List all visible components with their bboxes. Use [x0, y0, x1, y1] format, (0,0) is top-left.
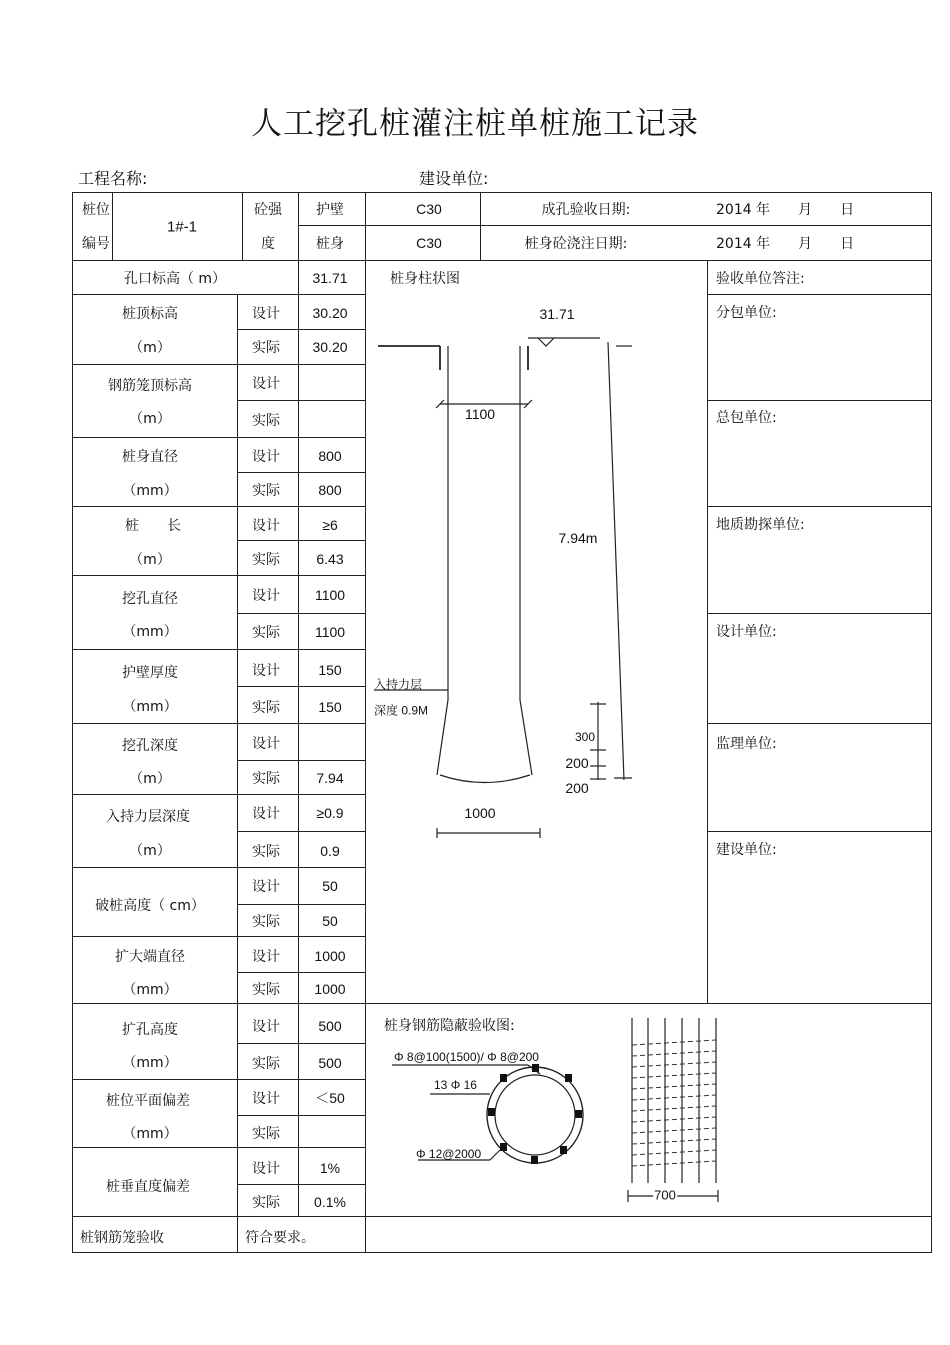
actual-label: 实际	[252, 914, 280, 930]
hole-diameter-label: 挖孔直径	[122, 591, 178, 607]
hole-depth-label: 挖孔深度	[122, 738, 178, 754]
actual-label: 实际	[252, 340, 280, 356]
pile-length-label: 桩 长	[125, 518, 181, 534]
bell-diameter-unit: （mm）	[122, 982, 178, 998]
diagram-base-diameter: 1000	[464, 805, 496, 821]
design-label: 设计	[252, 588, 280, 604]
pile-break-height-design: 50	[322, 878, 338, 894]
pile-diameter-actual: 800	[318, 482, 342, 498]
pour-date-label: 桩身砼浇注日期:	[524, 236, 628, 252]
pile-column-diagram-title: 桩身柱状图	[390, 271, 460, 287]
verticality-design: 1%	[319, 1160, 341, 1176]
pile-length-actual: 6.43	[316, 551, 344, 567]
rebar-main-count: 13	[434, 1078, 448, 1092]
hole-depth-unit: （m）	[129, 771, 171, 787]
plan-deviation-unit: （mm）	[122, 1126, 178, 1142]
rebar-main-diameter: 16	[463, 1078, 477, 1092]
diagram-hole-width: 1100	[464, 406, 496, 422]
plan-deviation-design: ＜50	[315, 1090, 345, 1106]
rebar-stirrup-spec	[394, 1050, 539, 1064]
rebar-grade-icon: Φ	[487, 1050, 497, 1064]
actual-label: 实际	[252, 1195, 280, 1211]
geological-survey-label: 地质勘探单位:	[716, 517, 805, 533]
pile-top-unit: （m）	[129, 340, 171, 356]
wall-thickness-actual: 150	[318, 699, 342, 715]
hole-diameter-actual: 1100	[314, 624, 346, 640]
verticality-actual: 0.1%	[314, 1194, 346, 1210]
hole-acceptance-date-label: 成孔验收日期:	[541, 202, 631, 218]
bearing-depth-label: 入持力层深度	[106, 809, 190, 825]
actual-label: 实际	[252, 982, 280, 998]
diagram-elevation: 31.71	[539, 306, 575, 322]
pile-diameter-unit: （mm）	[122, 483, 178, 499]
cage-check-result: 符合要求。	[245, 1230, 315, 1246]
pile-top-label: 桩顶标高	[122, 306, 178, 322]
top-elevation-value: 31.71	[312, 270, 348, 286]
pile-length-design: ≥6	[322, 517, 338, 533]
diagram-pile-length: 7.94m	[558, 530, 598, 546]
rebar-stirrup-spacing-2: 8@200	[500, 1050, 539, 1064]
supervision-unit-label: 监理单位:	[716, 736, 777, 752]
rebar-grade-icon: Φ	[416, 1147, 426, 1161]
body-grade-value: C30	[416, 235, 442, 251]
pile-diameter-label: 桩身直径	[122, 449, 178, 465]
pile-top-design: 30.20	[312, 305, 348, 321]
design-label: 设计	[252, 376, 280, 392]
rebar-grade-icon: Φ	[450, 1078, 461, 1092]
actual-label: 实际	[252, 625, 280, 641]
diagram-bearing-depth: 深度 0.9M	[374, 703, 429, 718]
page-title: 人工挖孔桩灌注桩单桩施工记录	[251, 106, 699, 142]
pile-break-height-label: 破桩高度（ cm）	[95, 898, 205, 914]
bearing-depth-design: ≥0.9	[316, 805, 344, 821]
wall-thickness-unit: （mm）	[122, 699, 178, 715]
rebar-ring-spacing: 12@2000	[428, 1147, 482, 1161]
subcontractor-label: 分包单位:	[716, 305, 777, 321]
project-name-label: 工程名称:	[78, 169, 148, 188]
bell-diameter-label: 扩大端直径	[115, 949, 185, 965]
bearing-depth-unit: （m）	[129, 843, 171, 859]
bell-height-actual: 500	[318, 1055, 342, 1071]
design-label: 设计	[252, 518, 280, 534]
rebar-cage-width: 700	[654, 1187, 676, 1203]
hole-depth-actual: 7.94	[316, 770, 344, 786]
hole-acceptance-date: 2014 年 月 日	[716, 202, 855, 218]
design-label: 设计	[252, 879, 280, 895]
actual-label: 实际	[252, 483, 280, 499]
cage-top-label: 钢筋笼顶标高	[108, 378, 192, 394]
design-label: 设计	[252, 1091, 280, 1107]
actual-label: 实际	[252, 1126, 280, 1142]
design-label: 设计	[252, 1161, 280, 1177]
concrete-grade-label-2: 度	[261, 236, 275, 252]
actual-label: 实际	[252, 552, 280, 568]
pile-top-actual: 30.20	[312, 339, 348, 355]
bell-height-design: 500	[318, 1018, 342, 1034]
design-label: 设计	[252, 449, 280, 465]
general-contractor-label: 总包单位:	[716, 410, 777, 426]
top-elevation-label: 孔口标高（ m）	[123, 271, 227, 287]
actual-label: 实际	[252, 1056, 280, 1072]
bell-diameter-design: 1000	[314, 948, 346, 964]
rebar-diagram-title: 桩身钢筋隐蔽验收图:	[384, 1018, 515, 1034]
rebar-grade-icon: Φ	[394, 1050, 404, 1064]
bearing-depth-actual: 0.9	[320, 843, 340, 859]
diagram-dim-200-b: 200	[565, 780, 589, 796]
pile-diameter-design: 800	[318, 448, 342, 464]
actual-label: 实际	[252, 700, 280, 716]
wall-label: 护壁	[316, 202, 344, 218]
rebar-stirrup-spacing: 8@100(1500)/	[406, 1050, 484, 1064]
pile-position-label: 桩位	[82, 202, 110, 218]
wall-thickness-design: 150	[318, 662, 342, 678]
wall-grade-value: C30	[416, 201, 442, 217]
design-label: 设计	[252, 663, 280, 679]
concrete-grade-label: 砼强	[254, 202, 282, 218]
body-label: 桩身	[316, 236, 344, 252]
verticality-label: 桩垂直度偏差	[106, 1179, 190, 1195]
cage-top-unit: （m）	[129, 411, 171, 427]
rebar-main-spec	[434, 1078, 477, 1092]
pile-number-value: 1#-1	[166, 218, 198, 236]
pile-break-height-actual: 50	[322, 913, 338, 929]
pile-length-unit: （m）	[129, 552, 171, 568]
actual-label: 实际	[252, 844, 280, 860]
plan-deviation-label: 桩位平面偏差	[106, 1093, 190, 1109]
diagram-dim-300: 300	[574, 730, 596, 744]
cage-check-label: 桩钢筋笼验收	[80, 1230, 164, 1246]
actual-label: 实际	[252, 771, 280, 787]
bell-height-unit: （mm）	[122, 1055, 178, 1071]
bell-diameter-actual: 1000	[314, 981, 346, 997]
hole-diameter-unit: （mm）	[122, 624, 178, 640]
owner-label: 建设单位:	[419, 169, 489, 188]
design-label: 设计	[252, 806, 280, 822]
design-unit-label: 设计单位:	[716, 624, 777, 640]
design-label: 设计	[252, 1019, 280, 1035]
owner-unit-label: 建设单位:	[716, 842, 777, 858]
wall-thickness-label: 护壁厚度	[122, 665, 178, 681]
actual-label: 实际	[252, 413, 280, 429]
design-label: 设计	[252, 306, 280, 322]
rebar-ring-spec	[416, 1147, 481, 1161]
hole-diameter-design: 1100	[314, 587, 346, 603]
bell-height-label: 扩孔高度	[122, 1022, 178, 1038]
acceptance-units-title: 验收单位答注:	[716, 271, 805, 287]
design-label: 设计	[252, 949, 280, 965]
design-label: 设计	[252, 736, 280, 752]
diagram-bearing-label: 入持力层	[374, 677, 423, 692]
pour-date: 2014 年 月 日	[716, 236, 855, 252]
pile-number-label: 编号	[82, 236, 110, 252]
diagram-dim-200-a: 200	[565, 755, 589, 771]
